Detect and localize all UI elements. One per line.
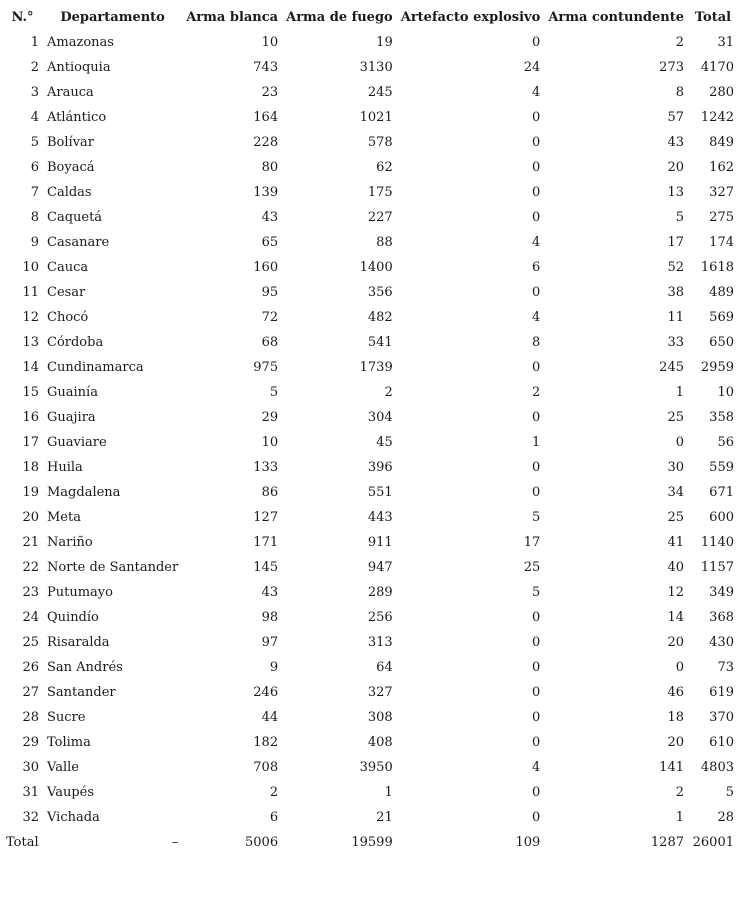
arma-contundente-value: 14 [667,610,684,625]
table-row [2,680,738,705]
arma-contundente-value: 5 [675,210,684,225]
department-name: Chocó [47,310,89,325]
artefacto-explosivo-value: 0 [532,160,541,175]
table-row [2,80,738,105]
row-number: 4 [30,110,39,125]
row-total-value: 174 [709,235,734,250]
row-total-value: 280 [709,85,734,100]
table-row [2,780,738,805]
header-department: Departamento [60,10,165,25]
artefacto-explosivo-value: 4 [532,85,541,100]
arma-contundente-value: 43 [667,135,684,150]
row-number: 3 [30,85,39,100]
artefacto-explosivo-value: 0 [532,285,541,300]
arma-fuego-value: 1021 [359,110,393,125]
row-number: 8 [30,210,39,225]
row-total-value: 4803 [700,760,734,775]
row-number: 20 [22,510,39,525]
arma-fuego-value: 88 [376,235,393,250]
arma-blanca-value: 133 [253,460,279,475]
arma-blanca-value: 65 [261,235,279,250]
artefacto-explosivo-value: 0 [532,460,541,475]
artefacto-explosivo-value: 4 [532,310,541,325]
arma-fuego-value: 19 [376,35,393,50]
row-number: 10 [22,260,39,275]
row-number: 23 [22,585,39,600]
arma-blanca-value: 160 [253,260,279,275]
table-row [2,405,738,430]
department-name: Guajira [47,410,96,425]
arma-fuego-value: 541 [367,335,393,350]
row-total-value: 559 [709,460,734,475]
arma-contundente-value: 273 [659,60,684,75]
arma-blanca-value: 975 [253,360,279,375]
arma-fuego-value: 2 [384,385,393,400]
arma-fuego-value: 1739 [359,360,393,375]
row-number: 32 [22,810,39,825]
artefacto-explosivo-value: 1 [532,435,541,450]
row-number: 17 [22,435,39,450]
row-total-value: 4170 [700,60,734,75]
arma-blanca-value: 68 [261,335,279,350]
arma-blanca-value: 97 [261,635,279,650]
table-row [2,55,738,80]
department-name: Norte de Santander [47,560,179,575]
header-row [2,5,738,30]
row-number: 21 [22,535,39,550]
row-total-value: 56 [717,435,734,450]
table-row [2,280,738,305]
arma-blanca-value: 5 [269,385,279,400]
row-total-value: 5 [725,785,734,800]
arma-contundente-value: 2 [675,35,684,50]
total-label: Total [6,835,39,850]
artefacto-explosivo-value: 0 [532,185,541,200]
arma-blanca-value: 29 [261,410,279,425]
arma-contundente-value: 46 [667,685,684,700]
row-number: 25 [22,635,39,650]
artefacto-explosivo-value: 0 [532,135,541,150]
row-total-value: 1618 [700,260,734,275]
artefacto-explosivo-value: 5 [532,510,541,525]
arma-contundente-value: 0 [675,660,684,675]
arma-contundente-value: 33 [667,335,684,350]
arma-contundente-value: 2 [675,785,684,800]
row-total-value: 1157 [700,560,734,575]
table-row [2,230,738,255]
department-name: Guainía [47,385,98,400]
arma-contundente-value: 52 [667,260,684,275]
artefacto-explosivo-value: 4 [532,235,541,250]
artefacto-explosivo-value: 25 [523,560,541,575]
table-row [2,630,738,655]
artefacto-explosivo-value: 4 [532,760,541,775]
arma-blanca-value: 95 [261,285,279,300]
arma-fuego-value: 21 [376,810,393,825]
department-name: Santander [47,685,116,700]
department-name: Guaviare [47,435,107,450]
arma-contundente-value: 38 [667,285,684,300]
department-name: Cundinamarca [47,360,144,375]
arma-contundente-value: 30 [667,460,684,475]
weapons-by-department-table [2,5,738,855]
arma-blanca-value: 246 [253,685,279,700]
arma-blanca-value: 80 [261,160,279,175]
arma-contundente-value: 1 [675,810,684,825]
arma-fuego-value: 308 [367,710,393,725]
department-name: Quindío [47,610,99,625]
department-name: Cauca [47,260,89,275]
arma-fuego-value: 396 [367,460,393,475]
total-artefacto-explosivo: 109 [515,835,541,850]
artefacto-explosivo-value: 0 [532,635,541,650]
arma-fuego-value: 443 [367,510,393,525]
arma-blanca-value: 23 [261,85,279,100]
table-row [2,480,738,505]
row-total-value: 849 [709,135,734,150]
arma-blanca-value: 2 [269,785,279,800]
department-name: San Andrés [47,660,123,675]
row-total-value: 358 [709,410,734,425]
arma-fuego-value: 289 [367,585,393,600]
department-name: Boyacá [47,160,95,175]
arma-fuego-value: 1 [384,785,393,800]
arma-fuego-value: 482 [367,310,393,325]
total-arma-contundente: 1287 [650,835,684,850]
department-name: Caldas [47,185,92,200]
table-row [2,605,738,630]
arma-contundente-value: 18 [667,710,684,725]
department-name: Tolima [47,735,91,750]
artefacto-explosivo-value: 0 [532,485,541,500]
artefacto-explosivo-value: 0 [532,710,541,725]
arma-blanca-value: 9 [269,660,279,675]
department-name: Huila [47,460,83,475]
table-row [2,255,738,280]
artefacto-explosivo-value: 17 [523,535,541,550]
arma-contundente-value: 41 [667,535,684,550]
header-total: Total [694,10,732,25]
artefacto-explosivo-value: 5 [532,585,541,600]
artefacto-explosivo-value: 0 [532,410,541,425]
arma-blanca-value: 708 [253,760,279,775]
artefacto-explosivo-value: 0 [532,35,541,50]
row-number: 15 [22,385,39,400]
department-name: Valle [47,760,79,775]
arma-contundente-value: 0 [675,435,684,450]
table-row [2,380,738,405]
arma-blanca-value: 43 [261,585,279,600]
artefacto-explosivo-value: 0 [532,360,541,375]
artefacto-explosivo-value: 0 [532,810,541,825]
arma-fuego-value: 1400 [359,260,393,275]
table-row [2,30,738,55]
arma-blanca-value: 171 [253,535,279,550]
table-row [2,330,738,355]
header-arma-blanca: Arma blanca [186,10,279,25]
table-row [2,580,738,605]
row-number: 13 [22,335,39,350]
arma-fuego-value: 578 [367,135,393,150]
header-artefacto-explosivo: Artefacto explosivo [400,10,541,25]
row-number: 19 [22,485,39,500]
table-row [2,455,738,480]
arma-fuego-value: 45 [376,435,393,450]
arma-contundente-value: 25 [667,410,684,425]
department-name: Atlántico [47,110,107,125]
department-name: Nariño [47,535,93,550]
table-row [2,430,738,455]
table-row [2,730,738,755]
row-number: 6 [30,160,39,175]
row-total-value: 370 [709,710,734,725]
artefacto-explosivo-value: 0 [532,785,541,800]
arma-blanca-value: 139 [253,185,279,200]
arma-blanca-value: 145 [253,560,279,575]
row-number: 24 [22,610,39,625]
row-total-value: 368 [709,610,734,625]
arma-contundente-value: 40 [667,560,684,575]
arma-contundente-value: 17 [667,235,684,250]
arma-blanca-value: 228 [253,135,279,150]
row-number: 14 [22,360,39,375]
department-name: Meta [47,510,81,525]
header-arma-contundente: Arma contundente [548,10,684,25]
row-total-value: 619 [709,685,734,700]
row-number: 18 [22,460,39,475]
total-arma-fuego: 19599 [351,835,393,850]
arma-fuego-value: 356 [367,285,393,300]
total-arma-blanca: 5006 [245,835,279,850]
artefacto-explosivo-value: 6 [532,260,541,275]
row-total-value: 2959 [700,360,734,375]
artefacto-explosivo-value: 0 [532,685,541,700]
department-name: Casanare [47,235,110,250]
row-total-value: 275 [709,210,734,225]
row-total-value: 349 [709,585,734,600]
row-number: 12 [22,310,39,325]
department-name: Antioquia [47,60,111,75]
department-name: Sucre [47,710,86,725]
row-number: 1 [30,35,39,50]
department-name: Arauca [47,85,94,100]
department-name: Vaupés [47,785,95,800]
table-row [2,305,738,330]
row-total-value: 162 [709,160,734,175]
arma-fuego-value: 64 [376,660,393,675]
artefacto-explosivo-value: 24 [523,60,541,75]
row-total-value: 610 [709,735,734,750]
arma-blanca-value: 72 [261,310,279,325]
arma-contundente-value: 20 [667,160,684,175]
arma-blanca-value: 98 [261,610,279,625]
table-row [2,105,738,130]
row-total-value: 10 [717,385,734,400]
arma-contundente-value: 245 [659,360,684,375]
arma-contundente-value: 11 [667,310,684,325]
arma-fuego-value: 408 [367,735,393,750]
row-number: 11 [22,285,39,300]
table-row [2,205,738,230]
row-total-value: 28 [717,810,734,825]
department-name: Vichada [47,810,100,825]
arma-contundente-value: 12 [667,585,684,600]
table-row [2,705,738,730]
table-row [2,805,738,830]
artefacto-explosivo-value: 0 [532,210,541,225]
arma-fuego-value: 175 [367,185,393,200]
row-total-value: 1140 [700,535,734,550]
arma-fuego-value: 256 [367,610,393,625]
department-name: Putumayo [47,585,113,600]
arma-blanca-value: 6 [269,810,279,825]
row-number: 9 [30,235,39,250]
row-number: 29 [22,735,39,750]
department-name: Risaralda [47,635,110,650]
row-number: 27 [22,685,39,700]
department-name: Magdalena [47,485,121,500]
row-total-value: 650 [709,335,734,350]
arma-blanca-value: 43 [261,210,279,225]
total-row [2,830,738,855]
row-total-value: 1242 [700,110,734,125]
row-total-value: 600 [709,510,734,525]
table-row [2,155,738,180]
artefacto-explosivo-value: 0 [532,735,541,750]
arma-contundente-value: 8 [675,85,684,100]
row-number: 30 [22,760,39,775]
row-number: 28 [22,710,39,725]
table-row [2,355,738,380]
arma-contundente-value: 20 [667,735,684,750]
arma-blanca-value: 743 [253,60,279,75]
row-number: 5 [30,135,39,150]
row-number: 7 [30,185,39,200]
department-name: Amazonas [47,35,114,50]
header-arma-fuego: Arma de fuego [286,10,393,25]
total-grand-total: 26001 [692,835,734,850]
arma-fuego-value: 313 [367,635,393,650]
table-row [2,755,738,780]
header-number: N.° [11,10,34,25]
arma-contundente-value: 1 [675,385,684,400]
table-row [2,505,738,530]
arma-fuego-value: 3950 [359,760,393,775]
row-number: 2 [30,60,39,75]
arma-blanca-value: 164 [253,110,279,125]
arma-fuego-value: 947 [367,560,393,575]
row-total-value: 569 [709,310,734,325]
arma-fuego-value: 327 [367,685,393,700]
row-number: 22 [22,560,39,575]
arma-blanca-value: 127 [253,510,279,525]
arma-contundente-value: 20 [667,635,684,650]
arma-blanca-value: 10 [261,35,279,50]
department-name: Caquetá [47,210,103,225]
arma-blanca-value: 44 [261,710,279,725]
arma-fuego-value: 227 [367,210,393,225]
row-number: 16 [22,410,39,425]
arma-fuego-value: 304 [367,410,393,425]
arma-contundente-value: 13 [667,185,684,200]
artefacto-explosivo-value: 0 [532,610,541,625]
arma-contundente-value: 57 [667,110,684,125]
table-row [2,555,738,580]
table-row [2,180,738,205]
row-total-value: 73 [717,660,734,675]
artefacto-explosivo-value: 2 [532,385,541,400]
row-total-value: 31 [717,35,734,50]
row-total-value: 489 [709,285,734,300]
artefacto-explosivo-value: 8 [532,335,541,350]
row-number: 31 [22,785,39,800]
table-row [2,530,738,555]
table-row [2,655,738,680]
arma-fuego-value: 3130 [359,60,393,75]
department-name: Córdoba [47,335,104,350]
arma-contundente-value: 141 [659,760,684,775]
arma-fuego-value: 245 [367,85,393,100]
table-body [2,30,738,830]
artefacto-explosivo-value: 0 [532,660,541,675]
arma-contundente-value: 34 [667,485,684,500]
arma-fuego-value: 551 [367,485,393,500]
arma-fuego-value: 911 [367,535,393,550]
arma-contundente-value: 25 [667,510,684,525]
total-department-dash: – [171,835,179,850]
department-name: Bolívar [47,135,95,150]
row-total-value: 430 [709,635,734,650]
department-name: Cesar [47,285,86,300]
row-total-value: 671 [709,485,734,500]
arma-blanca-value: 10 [261,435,279,450]
arma-blanca-value: 182 [253,735,279,750]
row-total-value: 327 [709,185,734,200]
arma-fuego-value: 62 [376,160,393,175]
artefacto-explosivo-value: 0 [532,110,541,125]
arma-blanca-value: 86 [261,485,279,500]
table-row [2,130,738,155]
row-number: 26 [22,660,39,675]
